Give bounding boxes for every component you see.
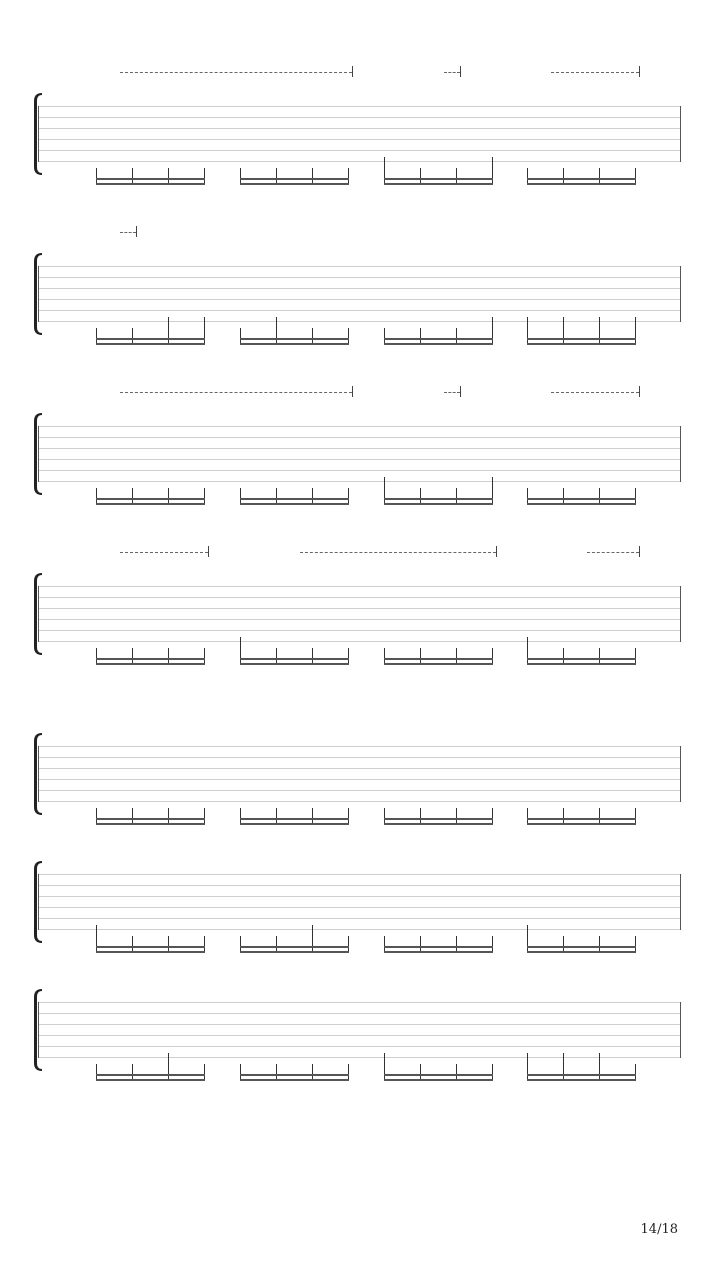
note-beam xyxy=(384,338,493,340)
note-stem xyxy=(563,648,564,664)
note-stem xyxy=(563,488,564,504)
staff-line xyxy=(38,1013,680,1014)
note-beam xyxy=(240,183,349,185)
note-beam xyxy=(527,823,636,825)
note-beam xyxy=(527,178,636,180)
note-stem xyxy=(240,488,241,504)
note-stem xyxy=(635,648,636,664)
note-stem xyxy=(96,488,97,504)
note-stem xyxy=(168,488,169,504)
palm-mute-extension xyxy=(551,72,639,73)
note-stem xyxy=(168,936,169,952)
palm-mute-end xyxy=(639,546,640,557)
note-beam xyxy=(96,183,205,185)
note-beam xyxy=(384,183,493,185)
note-beam xyxy=(527,658,636,660)
system-bracket xyxy=(30,251,46,337)
barline-end xyxy=(680,1002,681,1058)
note-stem xyxy=(96,168,97,184)
palm-mute-end xyxy=(136,226,137,237)
note-beam xyxy=(527,338,636,340)
note-stem xyxy=(240,328,241,344)
barline-end xyxy=(680,106,681,162)
staff-line xyxy=(38,266,680,267)
staff-line xyxy=(38,128,680,129)
note-beam xyxy=(240,663,349,665)
note-stem xyxy=(168,648,169,664)
note-stem xyxy=(492,808,493,824)
staff-line xyxy=(38,641,680,642)
staff-line xyxy=(38,426,680,427)
palm-mute-extension xyxy=(587,552,639,553)
note-stem xyxy=(240,936,241,952)
palm-mute-extension xyxy=(300,552,496,553)
note-stem xyxy=(132,488,133,504)
note-stem xyxy=(492,648,493,664)
note-stem xyxy=(456,648,457,664)
note-beam xyxy=(384,1079,493,1081)
note-beam xyxy=(240,658,349,660)
note-stem xyxy=(420,488,421,504)
palm-mute-end xyxy=(639,386,640,397)
note-stem xyxy=(312,648,313,664)
staff-line xyxy=(38,907,680,908)
note-stem xyxy=(599,648,600,664)
note-beam xyxy=(384,503,493,505)
note-beam xyxy=(96,498,205,500)
palm-mute-extension xyxy=(120,232,136,233)
note-stem xyxy=(168,808,169,824)
staff-line xyxy=(38,481,680,482)
note-stem xyxy=(384,328,385,344)
note-stem xyxy=(563,808,564,824)
note-stem xyxy=(420,648,421,664)
system-bracket xyxy=(30,987,46,1073)
note-beam xyxy=(96,951,205,953)
staff-line xyxy=(38,1024,680,1025)
note-stem xyxy=(276,936,277,952)
staff-line xyxy=(38,619,680,620)
note-beam xyxy=(240,338,349,340)
palm-mute-extension xyxy=(120,392,352,393)
note-stem xyxy=(348,936,349,952)
staff-line xyxy=(38,277,680,278)
note-beam xyxy=(384,498,493,500)
staff-line xyxy=(38,1046,680,1047)
note-beam xyxy=(96,503,205,505)
note-stem xyxy=(276,488,277,504)
note-beam xyxy=(384,343,493,345)
palm-mute-extension xyxy=(551,392,639,393)
note-stem xyxy=(420,936,421,952)
note-stem xyxy=(492,936,493,952)
staff-line xyxy=(38,1002,680,1003)
note-stem xyxy=(96,808,97,824)
staff-line xyxy=(38,801,680,802)
note-beam xyxy=(527,183,636,185)
note-stem xyxy=(132,808,133,824)
note-stem xyxy=(348,808,349,824)
staff-line xyxy=(38,608,680,609)
note-beam xyxy=(527,498,636,500)
note-stem xyxy=(132,1064,133,1080)
note-stem xyxy=(240,808,241,824)
barline-end xyxy=(680,266,681,322)
staff-line xyxy=(38,630,680,631)
staff-line xyxy=(38,757,680,758)
note-beam xyxy=(96,1079,205,1081)
page-number: 14/18 xyxy=(640,1222,678,1237)
note-beam xyxy=(384,946,493,948)
note-beam xyxy=(96,658,205,660)
note-beam xyxy=(240,343,349,345)
note-beam xyxy=(384,663,493,665)
note-beam xyxy=(240,178,349,180)
note-stem xyxy=(132,328,133,344)
note-stem xyxy=(384,936,385,952)
note-stem xyxy=(348,488,349,504)
staff-line xyxy=(38,874,680,875)
staff-line xyxy=(38,299,680,300)
note-stem xyxy=(599,488,600,504)
note-beam xyxy=(240,818,349,820)
note-beam xyxy=(96,1074,205,1076)
staff-line xyxy=(38,106,680,107)
note-stem xyxy=(635,168,636,184)
palm-mute-end xyxy=(460,386,461,397)
note-beam xyxy=(527,951,636,953)
note-stem xyxy=(599,936,600,952)
staff-line xyxy=(38,768,680,769)
note-stem xyxy=(456,328,457,344)
note-stem xyxy=(384,808,385,824)
note-beam xyxy=(384,1074,493,1076)
palm-mute-end xyxy=(352,386,353,397)
note-beam xyxy=(96,823,205,825)
palm-mute-end xyxy=(639,66,640,77)
note-beam xyxy=(96,663,205,665)
note-stem xyxy=(492,1064,493,1080)
system-bracket xyxy=(30,731,46,817)
staff-line xyxy=(38,1057,680,1058)
palm-mute-extension xyxy=(444,72,460,73)
note-beam xyxy=(527,663,636,665)
staff-line xyxy=(38,288,680,289)
note-stem xyxy=(348,328,349,344)
note-stem xyxy=(635,1064,636,1080)
note-stem xyxy=(132,168,133,184)
staff-line xyxy=(38,470,680,471)
palm-mute-extension xyxy=(444,392,460,393)
note-stem xyxy=(276,1064,277,1080)
note-stem xyxy=(96,328,97,344)
note-stem xyxy=(456,808,457,824)
note-stem xyxy=(96,1064,97,1080)
note-beam xyxy=(240,946,349,948)
staff-line xyxy=(38,597,680,598)
note-stem xyxy=(204,168,205,184)
note-stem xyxy=(204,936,205,952)
note-stem xyxy=(240,1064,241,1080)
palm-mute-end xyxy=(496,546,497,557)
note-stem xyxy=(276,808,277,824)
note-stem xyxy=(312,328,313,344)
palm-mute-extension xyxy=(120,552,208,553)
note-beam xyxy=(384,951,493,953)
note-stem xyxy=(312,1064,313,1080)
palm-mute-end xyxy=(460,66,461,77)
system-bracket xyxy=(30,91,46,177)
note-stem xyxy=(420,1064,421,1080)
staff-line xyxy=(38,929,680,930)
staff-line xyxy=(38,437,680,438)
note-beam xyxy=(527,818,636,820)
note-stem xyxy=(456,1064,457,1080)
system-bracket xyxy=(30,859,46,945)
note-stem xyxy=(96,648,97,664)
staff-line xyxy=(38,1035,680,1036)
staff-line xyxy=(38,321,680,322)
note-stem xyxy=(204,808,205,824)
note-stem xyxy=(132,936,133,952)
note-stem xyxy=(312,488,313,504)
note-beam xyxy=(240,1079,349,1081)
note-stem xyxy=(420,168,421,184)
note-stem xyxy=(527,808,528,824)
note-beam xyxy=(527,1074,636,1076)
note-beam xyxy=(96,946,205,948)
staff-line xyxy=(38,161,680,162)
note-stem xyxy=(204,648,205,664)
note-stem xyxy=(527,488,528,504)
staff-line xyxy=(38,746,680,747)
note-stem xyxy=(456,168,457,184)
note-stem xyxy=(348,168,349,184)
note-beam xyxy=(384,658,493,660)
note-stem xyxy=(276,648,277,664)
barline-end xyxy=(680,586,681,642)
staff-line xyxy=(38,586,680,587)
note-stem xyxy=(348,648,349,664)
note-stem xyxy=(420,808,421,824)
note-beam xyxy=(96,338,205,340)
note-stem xyxy=(312,808,313,824)
note-beam xyxy=(240,951,349,953)
note-beam xyxy=(240,1074,349,1076)
note-stem xyxy=(635,808,636,824)
staff-line xyxy=(38,117,680,118)
palm-mute-end xyxy=(208,546,209,557)
barline-end xyxy=(680,746,681,802)
palm-mute-end xyxy=(352,66,353,77)
staff-line xyxy=(38,448,680,449)
note-beam xyxy=(527,503,636,505)
note-stem xyxy=(204,1064,205,1080)
note-beam xyxy=(96,178,205,180)
palm-mute-extension xyxy=(120,72,352,73)
note-beam xyxy=(240,498,349,500)
note-beam xyxy=(384,823,493,825)
staff-line xyxy=(38,790,680,791)
note-stem xyxy=(635,936,636,952)
note-stem xyxy=(563,168,564,184)
note-stem xyxy=(456,488,457,504)
note-stem xyxy=(132,648,133,664)
note-stem xyxy=(168,168,169,184)
note-stem xyxy=(599,808,600,824)
staff-line xyxy=(38,918,680,919)
note-stem xyxy=(204,488,205,504)
note-stem xyxy=(456,936,457,952)
note-stem xyxy=(240,168,241,184)
staff-line xyxy=(38,459,680,460)
note-beam xyxy=(527,343,636,345)
note-beam xyxy=(527,946,636,948)
staff-line xyxy=(38,310,680,311)
barline-end xyxy=(680,874,681,930)
note-stem xyxy=(599,168,600,184)
note-beam xyxy=(240,503,349,505)
staff-line xyxy=(38,139,680,140)
note-beam xyxy=(384,818,493,820)
note-beam xyxy=(96,343,205,345)
note-stem xyxy=(348,1064,349,1080)
barline-end xyxy=(680,426,681,482)
system-bracket xyxy=(30,571,46,657)
note-beam xyxy=(384,178,493,180)
staff-line xyxy=(38,885,680,886)
note-beam xyxy=(527,1079,636,1081)
note-beam xyxy=(240,823,349,825)
staff-line xyxy=(38,896,680,897)
note-stem xyxy=(527,168,528,184)
system-bracket xyxy=(30,411,46,497)
note-stem xyxy=(563,936,564,952)
note-stem xyxy=(420,328,421,344)
note-stem xyxy=(635,488,636,504)
note-stem xyxy=(312,168,313,184)
note-stem xyxy=(384,648,385,664)
staff-line xyxy=(38,150,680,151)
note-beam xyxy=(96,818,205,820)
note-stem xyxy=(276,168,277,184)
staff-line xyxy=(38,779,680,780)
